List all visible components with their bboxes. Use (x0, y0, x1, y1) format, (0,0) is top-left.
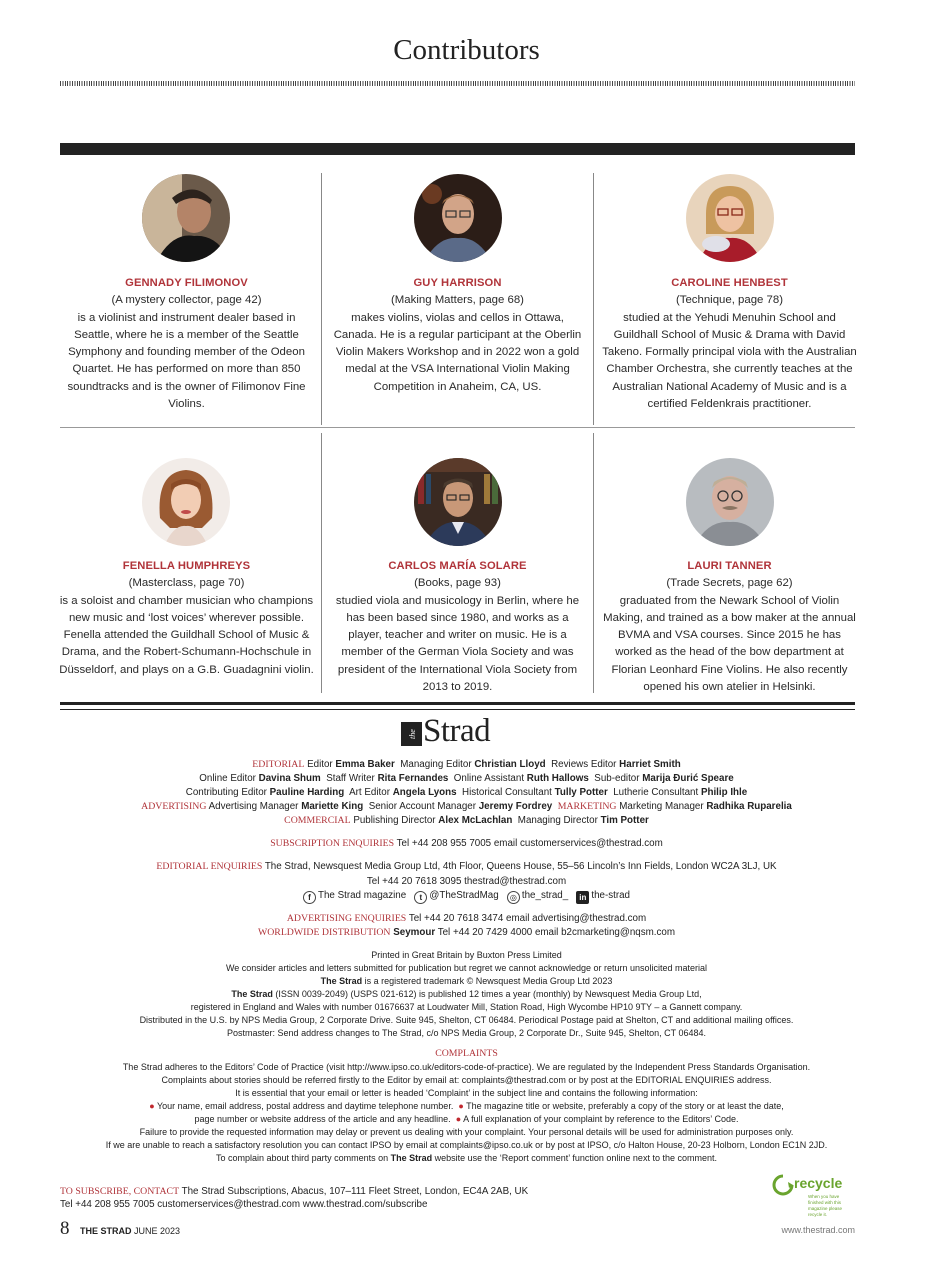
social-facebook[interactable]: f The Strad magazine (303, 890, 406, 901)
contributor-bio: graduated from the Newark School of Violin Making, and trained as a bow maker at the annual BVMA and VSA courses. Since 2015 he has worked as the head of the bow department at Florian Leonhard Fine Violins. He also recently opened his own atelier in Helsinki. (603, 594, 856, 694)
column-divider (593, 173, 594, 425)
contributor-card (328, 558, 587, 696)
editorial-enquiries: EDITORIAL ENQUIRIES The Strad, Newsquest Media Group Ltd, 4th Floor, Queens House, 55–56 Lincoln’s Inn Fields, London WC2A 3LJ, UK (156, 861, 777, 872)
contributor-bio: is a violinist and instrument dealer based in Seattle, where he is a member of the Seattle Symphony and founding member of the Odeon Quartet. He has performed on more than 850 soundtracks and is the owner of Filimonov Fine Violins. (67, 311, 306, 411)
contributor-name: FENELLA HUMPHREYS (122, 560, 251, 572)
complaints-bullets: ● Your name, email address, postal address and daytime telephone number. ● The magazine title or website, preferably a copy of the story or at least the date, (149, 1101, 784, 1111)
column-divider (321, 433, 322, 693)
contributor-bio: is a soloist and chamber musician who champions new music and ‘lost voices’ wherever possible. Fenella attended the Guildhall School of Music & Drama, and the Robert-Schumann-Hochschule in Düsseldorf, and plays on a G.B. Guadagnini violin. (59, 594, 314, 676)
footer-rule (60, 702, 855, 705)
instagram-icon: ◎ (507, 891, 520, 904)
row-divider (60, 427, 855, 428)
subscription-enquiries: SUBSCRIPTION ENQUIRIES Tel +44 208 955 7005 email customerservices@thestrad.com (270, 838, 663, 849)
complaints-text: If we are unable to reach a satisfactory resolution you can contact IPSO by email at complaints@ipso.co.uk or by post at IPSO, c/o Halton House, 20-23 Holborn, London EC1N 2JD. (105, 1140, 828, 1150)
contributor-photo-humphreys (142, 458, 230, 546)
contributor-feature: (A mystery collector, page 42) (111, 294, 262, 307)
page-number: 8 (60, 1218, 70, 1239)
social-twitter[interactable]: t @TheStradMag (414, 890, 498, 901)
contributor-card (57, 558, 316, 679)
legal-printed: Printed in Great Britain by Buxton Press Limited (371, 950, 562, 960)
contributor-photo-filimonov (142, 174, 230, 262)
twitter-icon: t (414, 891, 427, 904)
contributor-feature: (Technique, page 78) (675, 294, 784, 307)
legal-issn: The Strad (ISSN 0039-2049) (USPS 021-612) is published 12 times a year (monthly) by Newsquest Media Group Ltd, (231, 989, 702, 999)
editorial-contact: Tel +44 20 7618 3095 thestrad@thestrad.com (366, 876, 567, 887)
folio-brand: THE STRAD JUNE 2023 (80, 1226, 181, 1236)
complaints-bullets: page number or website address of the article and any headline. ● A full explanation of your complaint by reference to the Editors’ Code. (194, 1114, 739, 1124)
social-instagram[interactable]: ◎ the_strad_ (507, 890, 568, 901)
legal-registered: registered in England and Wales with number 01676637 at Loudwater Mill, Station Road, High Wycombe HP10 9TY – a Gannett company. (190, 1002, 743, 1012)
contributor-photo-harrison (414, 174, 502, 262)
legal-postmaster: Postmaster: Send address changes to The Strad, c/o NPS Media Group, 2 Corporate Dr., Suite 945, Shelton, CT 06484. (227, 1028, 706, 1038)
page-title: Contributors (393, 34, 540, 66)
contributor-photo-solare (414, 458, 502, 546)
contributor-bio: studied at the Yehudi Menuhin School and Guildhall School of Music & Drama with David Takeno. Formally principal viola with the Australian Chamber Orchestra, she currently teaches at the Australian National Academy of Music and is a certified Feldenkrais practitioner. (602, 311, 857, 411)
complaints-text: It is essential that your email or letter is headed ‘Complaint’ in the subject line and contains the following information: (235, 1088, 698, 1098)
recycle-logo: recycle When you have finished with this magazine please recycle it. (770, 1172, 855, 1210)
contributor-name: CARLOS MARÍA SOLARE (388, 560, 527, 572)
legal-consider: We consider articles and letters submitted for publication but regret we cannot acknowledge or return unsolicited material (225, 963, 708, 973)
worldwide-distribution: WORLDWIDE DISTRIBUTION Seymour Tel +44 20 7429 4000 email b2cmarketing@nqsm.com (257, 927, 676, 938)
complaints-text: Failure to provide the requested information may delay or prevent us dealing with your complaint. Your personal details will be used for administration purposes only. (139, 1127, 794, 1137)
contributor-name: CAROLINE HENBEST (671, 277, 788, 289)
complaints-heading: COMPLAINTS (435, 1048, 498, 1059)
contributor-feature: (Books, page 93) (414, 577, 501, 590)
contributor-card (600, 275, 859, 413)
contributor-name: GENNADY FILIMONOV (125, 277, 248, 289)
subscribe-info: TO SUBSCRIBE, CONTACT The Strad Subscriptions, Abacus, 107–111 Fleet Street, London, EC4A 2AB, UK Tel +44 208 955 7005 customerservices@thestrad.com www.thestrad.com/subscribe (60, 1186, 529, 1210)
logo-the-box: the (401, 722, 422, 746)
column-divider (593, 433, 594, 693)
masthead-commercial-line: COMMERCIAL Publishing Director Alex McLachlan Managing Director Tim Potter (284, 815, 649, 826)
contributor-card (600, 558, 859, 696)
column-divider (321, 173, 322, 425)
masthead-line: Contributing Editor Pauline Harding Art Editor Angela Lyons Historical Consultant Tully Potter Lutherie Consultant Philip Ihle (185, 787, 748, 798)
logo-wordmark: Strad (423, 713, 491, 749)
advertising-enquiries: ADVERTISING ENQUIRIES Tel +44 20 7618 3474 email advertising@thestrad.com (286, 913, 647, 924)
contributor-bio: studied viola and musicology in Berlin, where he has been based since 1980, and works as a player, teacher and writer on music. He is a member of the German Viola Society and was president of the International Viola Society from 2013 to 2019. (335, 594, 580, 694)
contributor-feature: (Making Matters, page 68) (391, 294, 524, 307)
strad-logo (401, 713, 515, 751)
contributor-name: LAURI TANNER (687, 560, 772, 572)
contributor-feature: (Trade Secrets, page 62) (666, 577, 793, 590)
folio-url[interactable]: www.thestrad.com (781, 1225, 855, 1235)
masthead-advertising-line: ADVERTISING Advertising Manager Mariette King Senior Account Manager Jeremy Fordrey MARKETING Marketing Manager Radhika Ruparelia (141, 801, 792, 812)
section-bar (60, 143, 855, 155)
legal-distributed: Distributed in the U.S. by NPS Media Group, 2 Corporate Drive. Suite 945, Shelton, CT 06484. Periodical Postage paid at Shelton, CT and additional mailing offices. (139, 1015, 794, 1025)
contributor-feature: (Masterclass, page 70) (128, 577, 245, 590)
contributor-photo-henbest (686, 174, 774, 262)
complaints-text: To complain about third party comments on The Strad website use the ‘Report comment’ function online next to the comment. (216, 1153, 717, 1163)
contributor-bio: makes violins, violas and cellos in Ottawa, Canada. He is a regular participant at the Oberlin Violin Makers Workshop and in 2022 won a gold medal at the VSA International Violin Making Competition in Anaheim, CA, US. (333, 311, 582, 393)
contributor-photo-tanner (686, 458, 774, 546)
masthead-editorial-line: EDITORIAL Editor Emma Baker Managing Editor Christian Lloyd Reviews Editor Harriet Smith (252, 759, 681, 770)
social-linkedin[interactable]: in the-strad (576, 890, 630, 901)
facebook-icon: f (303, 891, 316, 904)
masthead-line: Online Editor Davina Shum Staff Writer Rita Fernandes Online Assistant Ruth Hallows Sub-editor Marija Đurić Speare (199, 773, 734, 784)
complaints-text: Complaints about stories should be referred firstly to the Editor by email at: complaints@thestrad.com or by post at the EDITORIAL ENQUIRIES address. (161, 1075, 772, 1085)
title-rule (60, 81, 855, 86)
recycle-icon (772, 1174, 794, 1196)
linkedin-icon: in (576, 891, 589, 904)
contributor-card (57, 275, 316, 413)
social-links (0, 890, 933, 904)
footer-rule (60, 709, 855, 710)
contributor-card (328, 275, 587, 396)
legal-trademark: The Strad is a registered trademark © Newsquest Media Group Ltd 2023 (320, 976, 613, 986)
complaints-text: The Strad adheres to the Editors’ Code of Practice (visit http://www.ipso.co.uk/editors-code-of-practice). We are regulated by the Independent Press Standards Organisation. (122, 1062, 811, 1072)
contributor-name: GUY HARRISON (413, 277, 502, 289)
